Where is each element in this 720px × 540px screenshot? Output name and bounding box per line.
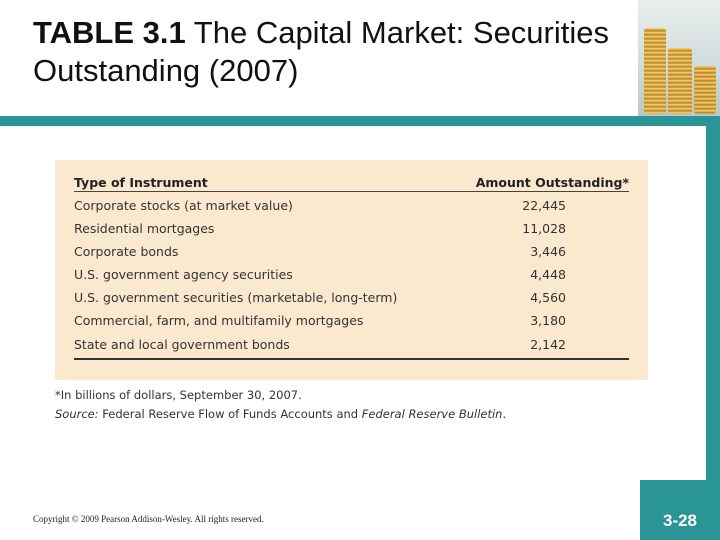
instrument-cell: U.S. government securities (marketable, long-term) [74,290,398,306]
table-bottom-rule [74,358,629,360]
instrument-cell: Corporate bonds [74,244,179,260]
header-rule [74,191,629,192]
copyright-notice: Copyright © 2009 Pearson Addison-Wesley. All rights reserved. [33,514,264,524]
instrument-cell: Residential mortgages [74,221,215,237]
table-row [74,335,629,358]
amount-cell: 3,446 [530,244,566,260]
amount-cell: 4,560 [530,290,566,306]
title-table-number: TABLE 3.1 [33,15,186,50]
source-end: . [502,407,507,421]
table-row [74,311,629,334]
instrument-cell: Corporate stocks (at market value) [74,198,293,213]
instrument-cell: Commercial, farm, and multifamily mortgages [74,313,364,329]
side-accent-bar [706,126,720,480]
gold-coins-icon [638,0,720,116]
table-body [74,196,629,358]
source-text: Federal Reserve Flow of Funds Accounts and [98,407,362,421]
amount-cell: 3,180 [530,313,566,329]
source-label: Source: [55,407,99,421]
table-row [74,242,629,265]
amount-cell: 2,142 [530,336,566,352]
header-divider [0,116,720,126]
page-number: 3-28 [640,480,720,540]
table-footnote: *In billions of dollars, September 30, 2007. [55,388,302,402]
table-header [74,175,629,190]
source-publication: Federal Reserve Bulletin [361,407,503,421]
title-text: The Capital Market: Securities Outstanding (2007) [33,15,610,88]
table-row [74,265,629,288]
table-row [74,288,629,311]
instrument-cell: State and local government bonds [74,336,290,352]
table-row [74,196,629,219]
slide-title [33,14,623,90]
instrument-cell: U.S. government agency securities [74,267,293,283]
amount-cell: 11,028 [522,221,566,237]
securities-table [55,160,648,380]
table-row [74,219,629,242]
amount-cell: 22,445 [522,198,566,213]
header-amount: Amount Outstanding* [475,175,629,190]
table-source [55,407,506,421]
header-instrument: Type of Instrument [74,175,208,190]
amount-cell: 4,448 [530,267,566,283]
